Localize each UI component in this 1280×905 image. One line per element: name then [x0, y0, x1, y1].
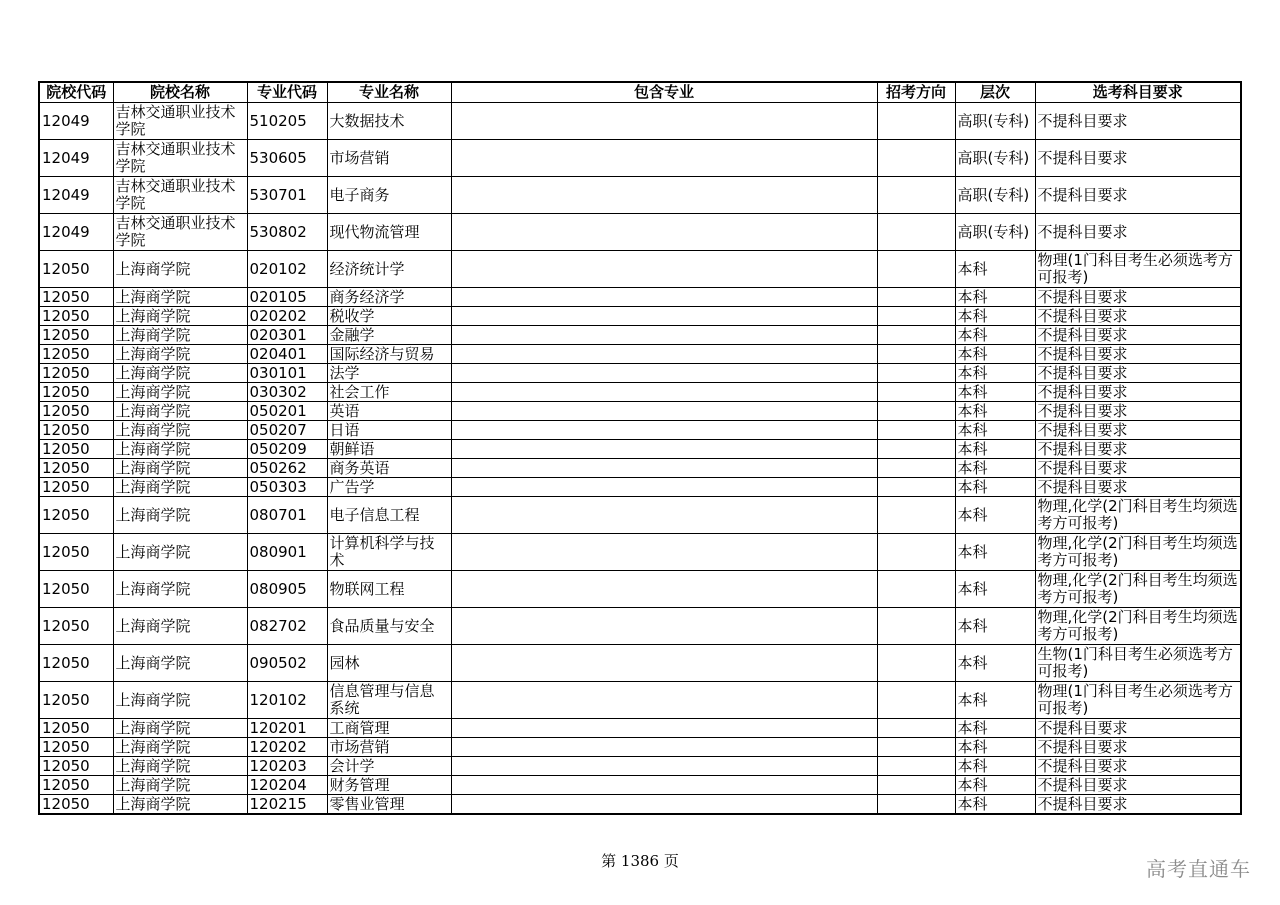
cell-level: 本科	[955, 645, 1035, 682]
cell-subject-requirement: 不提科目要求	[1035, 307, 1241, 326]
cell-school-name: 上海商学院	[113, 571, 247, 608]
cell-direction	[877, 345, 955, 364]
cell-major-code: 530701	[247, 177, 327, 214]
cell-subject-requirement: 不提科目要求	[1035, 103, 1241, 140]
cell-major-name: 现代物流管理	[327, 214, 451, 251]
table-row	[39, 571, 1241, 608]
cell-major-code: 020102	[247, 251, 327, 288]
cell-major-name: 会计学	[327, 757, 451, 776]
cell-level: 本科	[955, 440, 1035, 459]
cell-included-majors	[451, 103, 877, 140]
table-row	[39, 103, 1241, 140]
cell-included-majors	[451, 719, 877, 738]
cell-direction	[877, 307, 955, 326]
cell-major-code: 080901	[247, 534, 327, 571]
cell-direction	[877, 383, 955, 402]
cell-level: 本科	[955, 459, 1035, 478]
cell-school-name: 上海商学院	[113, 497, 247, 534]
cell-included-majors	[451, 177, 877, 214]
cell-school-code: 12049	[39, 140, 113, 177]
cell-school-name: 上海商学院	[113, 534, 247, 571]
cell-level: 本科	[955, 682, 1035, 719]
cell-included-majors	[451, 345, 877, 364]
table-row	[39, 645, 1241, 682]
cell-school-code: 12050	[39, 402, 113, 421]
table-row	[39, 497, 1241, 534]
header-school-name: 院校名称	[113, 82, 247, 103]
cell-school-name: 上海商学院	[113, 364, 247, 383]
cell-level: 本科	[955, 478, 1035, 497]
header-major-code: 专业代码	[247, 82, 327, 103]
cell-school-name: 上海商学院	[113, 795, 247, 815]
cell-major-code: 020105	[247, 288, 327, 307]
cell-major-name: 物联网工程	[327, 571, 451, 608]
cell-level: 本科	[955, 534, 1035, 571]
cell-major-name: 市场营销	[327, 738, 451, 757]
cell-included-majors	[451, 440, 877, 459]
cell-subject-requirement: 不提科目要求	[1035, 177, 1241, 214]
cell-included-majors	[451, 795, 877, 815]
cell-major-name: 电子信息工程	[327, 497, 451, 534]
cell-subject-requirement: 物理,化学(2门科目考生均须选考方可报考)	[1035, 608, 1241, 645]
cell-level: 本科	[955, 497, 1035, 534]
cell-major-code: 120204	[247, 776, 327, 795]
cell-included-majors	[451, 571, 877, 608]
cell-school-name: 上海商学院	[113, 776, 247, 795]
cell-level: 本科	[955, 571, 1035, 608]
cell-school-code: 12050	[39, 478, 113, 497]
cell-included-majors	[451, 251, 877, 288]
cell-school-name: 上海商学院	[113, 251, 247, 288]
cell-major-code: 050303	[247, 478, 327, 497]
cell-major-name: 法学	[327, 364, 451, 383]
cell-school-code: 12050	[39, 571, 113, 608]
cell-major-code: 050262	[247, 459, 327, 478]
header-included-majors: 包含专业	[451, 82, 877, 103]
table-row	[39, 383, 1241, 402]
cell-major-code: 030302	[247, 383, 327, 402]
cell-subject-requirement: 不提科目要求	[1035, 459, 1241, 478]
cell-direction	[877, 103, 955, 140]
cell-major-name: 日语	[327, 421, 451, 440]
cell-subject-requirement: 不提科目要求	[1035, 421, 1241, 440]
cell-school-name: 上海商学院	[113, 383, 247, 402]
cell-subject-requirement: 不提科目要求	[1035, 440, 1241, 459]
cell-subject-requirement: 物理(1门科目考生必须选考方可报考)	[1035, 251, 1241, 288]
cell-school-code: 12050	[39, 307, 113, 326]
cell-major-code: 030101	[247, 364, 327, 383]
cell-level: 本科	[955, 738, 1035, 757]
cell-school-code: 12050	[39, 288, 113, 307]
cell-major-code: 080701	[247, 497, 327, 534]
cell-included-majors	[451, 364, 877, 383]
cell-level: 本科	[955, 719, 1035, 738]
cell-school-name: 吉林交通职业技术学院	[113, 177, 247, 214]
cell-school-code: 12050	[39, 497, 113, 534]
table-row	[39, 326, 1241, 345]
cell-direction	[877, 140, 955, 177]
table-row	[39, 776, 1241, 795]
cell-level: 本科	[955, 421, 1035, 440]
cell-subject-requirement: 物理(1门科目考生必须选考方可报考)	[1035, 682, 1241, 719]
header-level: 层次	[955, 82, 1035, 103]
cell-school-code: 12050	[39, 719, 113, 738]
cell-direction	[877, 288, 955, 307]
cell-school-code: 12050	[39, 251, 113, 288]
cell-included-majors	[451, 288, 877, 307]
cell-major-name: 财务管理	[327, 776, 451, 795]
table-row	[39, 345, 1241, 364]
cell-major-name: 电子商务	[327, 177, 451, 214]
cell-school-name: 上海商学院	[113, 738, 247, 757]
cell-direction	[877, 421, 955, 440]
cell-level: 本科	[955, 383, 1035, 402]
cell-school-code: 12050	[39, 326, 113, 345]
cell-level: 高职(专科)	[955, 177, 1035, 214]
cell-level: 本科	[955, 326, 1035, 345]
cell-major-name: 朝鲜语	[327, 440, 451, 459]
cell-school-name: 上海商学院	[113, 478, 247, 497]
table-row	[39, 214, 1241, 251]
cell-level: 本科	[955, 364, 1035, 383]
cell-major-name: 社会工作	[327, 383, 451, 402]
cell-level: 本科	[955, 795, 1035, 815]
cell-major-name: 市场营销	[327, 140, 451, 177]
cell-subject-requirement: 不提科目要求	[1035, 140, 1241, 177]
cell-major-code: 020301	[247, 326, 327, 345]
cell-included-majors	[451, 608, 877, 645]
cell-subject-requirement: 不提科目要求	[1035, 776, 1241, 795]
cell-direction	[877, 497, 955, 534]
cell-subject-requirement: 不提科目要求	[1035, 214, 1241, 251]
cell-direction	[877, 571, 955, 608]
cell-direction	[877, 682, 955, 719]
table-row	[39, 177, 1241, 214]
cell-included-majors	[451, 326, 877, 345]
cell-direction	[877, 776, 955, 795]
cell-included-majors	[451, 682, 877, 719]
table-row	[39, 364, 1241, 383]
cell-included-majors	[451, 459, 877, 478]
header-school-code: 院校代码	[39, 82, 113, 103]
cell-major-name: 国际经济与贸易	[327, 345, 451, 364]
cell-subject-requirement: 不提科目要求	[1035, 795, 1241, 815]
table-row	[39, 288, 1241, 307]
cell-school-name: 上海商学院	[113, 682, 247, 719]
cell-school-code: 12050	[39, 795, 113, 815]
cell-school-code: 12050	[39, 776, 113, 795]
table-row	[39, 795, 1241, 815]
cell-level: 本科	[955, 251, 1035, 288]
cell-school-name: 上海商学院	[113, 402, 247, 421]
header-subject-requirement: 选考科目要求	[1035, 82, 1241, 103]
cell-direction	[877, 757, 955, 776]
cell-level: 本科	[955, 345, 1035, 364]
cell-major-code: 530605	[247, 140, 327, 177]
cell-direction	[877, 251, 955, 288]
cell-major-name: 英语	[327, 402, 451, 421]
cell-school-name: 吉林交通职业技术学院	[113, 103, 247, 140]
cell-level: 本科	[955, 288, 1035, 307]
cell-subject-requirement: 不提科目要求	[1035, 757, 1241, 776]
cell-major-name: 工商管理	[327, 719, 451, 738]
cell-level: 本科	[955, 402, 1035, 421]
table-row	[39, 738, 1241, 757]
cell-major-code: 050201	[247, 402, 327, 421]
cell-included-majors	[451, 214, 877, 251]
cell-included-majors	[451, 140, 877, 177]
cell-subject-requirement: 物理,化学(2门科目考生均须选考方可报考)	[1035, 534, 1241, 571]
cell-school-code: 12049	[39, 214, 113, 251]
cell-subject-requirement: 物理,化学(2门科目考生均须选考方可报考)	[1035, 571, 1241, 608]
cell-school-name: 上海商学院	[113, 288, 247, 307]
cell-major-name: 商务经济学	[327, 288, 451, 307]
cell-included-majors	[451, 478, 877, 497]
cell-level: 高职(专科)	[955, 140, 1035, 177]
cell-subject-requirement: 不提科目要求	[1035, 383, 1241, 402]
cell-major-name: 经济统计学	[327, 251, 451, 288]
cell-direction	[877, 795, 955, 815]
table-row	[39, 140, 1241, 177]
table-row	[39, 251, 1241, 288]
cell-major-code: 082702	[247, 608, 327, 645]
cell-major-name: 金融学	[327, 326, 451, 345]
table-row	[39, 421, 1241, 440]
cell-school-name: 上海商学院	[113, 326, 247, 345]
cell-school-code: 12050	[39, 459, 113, 478]
header-row	[39, 82, 1241, 103]
cell-major-code: 080905	[247, 571, 327, 608]
cell-level: 本科	[955, 608, 1035, 645]
header-direction: 招考方向	[877, 82, 955, 103]
cell-school-name: 上海商学院	[113, 459, 247, 478]
cell-direction	[877, 402, 955, 421]
cell-direction	[877, 364, 955, 383]
page-number: 第 1386 页	[601, 852, 679, 870]
cell-school-code: 12050	[39, 645, 113, 682]
cell-school-name: 上海商学院	[113, 645, 247, 682]
table-row	[39, 719, 1241, 738]
table-row	[39, 307, 1241, 326]
cell-school-name: 上海商学院	[113, 757, 247, 776]
cell-school-name: 上海商学院	[113, 719, 247, 738]
cell-major-name: 大数据技术	[327, 103, 451, 140]
table-row	[39, 682, 1241, 719]
cell-major-name: 食品质量与安全	[327, 608, 451, 645]
cell-major-name: 税收学	[327, 307, 451, 326]
table-row	[39, 757, 1241, 776]
cell-level: 本科	[955, 307, 1035, 326]
cell-subject-requirement: 不提科目要求	[1035, 345, 1241, 364]
cell-school-code: 12050	[39, 757, 113, 776]
table-row	[39, 478, 1241, 497]
cell-major-code: 510205	[247, 103, 327, 140]
cell-school-code: 12050	[39, 421, 113, 440]
cell-direction	[877, 440, 955, 459]
cell-major-name: 零售业管理	[327, 795, 451, 815]
cell-subject-requirement: 不提科目要求	[1035, 364, 1241, 383]
cell-school-code: 12050	[39, 534, 113, 571]
cell-subject-requirement: 不提科目要求	[1035, 719, 1241, 738]
watermark-logo: 高考直通车	[1146, 857, 1251, 881]
cell-included-majors	[451, 402, 877, 421]
cell-school-name: 上海商学院	[113, 608, 247, 645]
cell-subject-requirement: 不提科目要求	[1035, 478, 1241, 497]
cell-level: 本科	[955, 776, 1035, 795]
cell-school-code: 12049	[39, 103, 113, 140]
cell-major-name: 广告学	[327, 478, 451, 497]
cell-direction	[877, 645, 955, 682]
cell-direction	[877, 459, 955, 478]
cell-subject-requirement: 生物(1门科目考生必须选考方可报考)	[1035, 645, 1241, 682]
cell-major-code: 120202	[247, 738, 327, 757]
cell-subject-requirement: 不提科目要求	[1035, 288, 1241, 307]
cell-included-majors	[451, 497, 877, 534]
cell-school-name: 上海商学院	[113, 440, 247, 459]
admission-table	[38, 81, 1242, 815]
cell-subject-requirement: 不提科目要求	[1035, 738, 1241, 757]
cell-direction	[877, 214, 955, 251]
table-row	[39, 459, 1241, 478]
cell-school-code: 12050	[39, 345, 113, 364]
table-row	[39, 440, 1241, 459]
cell-major-code: 090502	[247, 645, 327, 682]
cell-school-code: 12050	[39, 608, 113, 645]
cell-major-name: 园林	[327, 645, 451, 682]
cell-subject-requirement: 物理,化学(2门科目考生均须选考方可报考)	[1035, 497, 1241, 534]
cell-major-code: 020202	[247, 307, 327, 326]
table-row	[39, 534, 1241, 571]
cell-major-code: 120215	[247, 795, 327, 815]
cell-major-code: 120201	[247, 719, 327, 738]
cell-subject-requirement: 不提科目要求	[1035, 402, 1241, 421]
cell-included-majors	[451, 776, 877, 795]
cell-included-majors	[451, 645, 877, 682]
cell-school-code: 12049	[39, 177, 113, 214]
cell-school-name: 上海商学院	[113, 345, 247, 364]
cell-major-code: 050209	[247, 440, 327, 459]
cell-school-code: 12050	[39, 738, 113, 757]
cell-level: 高职(专科)	[955, 103, 1035, 140]
cell-included-majors	[451, 534, 877, 571]
cell-direction	[877, 738, 955, 757]
cell-direction	[877, 608, 955, 645]
cell-included-majors	[451, 757, 877, 776]
cell-major-name: 商务英语	[327, 459, 451, 478]
cell-school-name: 吉林交通职业技术学院	[113, 214, 247, 251]
table-row	[39, 402, 1241, 421]
cell-school-code: 12050	[39, 364, 113, 383]
cell-subject-requirement: 不提科目要求	[1035, 326, 1241, 345]
cell-school-code: 12050	[39, 682, 113, 719]
cell-level: 本科	[955, 757, 1035, 776]
cell-direction	[877, 719, 955, 738]
cell-school-name: 上海商学院	[113, 421, 247, 440]
cell-included-majors	[451, 738, 877, 757]
cell-major-name: 信息管理与信息系统	[327, 682, 451, 719]
cell-school-code: 12050	[39, 383, 113, 402]
cell-major-code: 120203	[247, 757, 327, 776]
cell-direction	[877, 177, 955, 214]
cell-school-name: 吉林交通职业技术学院	[113, 140, 247, 177]
cell-direction	[877, 478, 955, 497]
header-major-name: 专业名称	[327, 82, 451, 103]
cell-included-majors	[451, 383, 877, 402]
cell-level: 高职(专科)	[955, 214, 1035, 251]
table-row	[39, 608, 1241, 645]
cell-direction	[877, 534, 955, 571]
cell-major-code: 020401	[247, 345, 327, 364]
cell-major-code: 050207	[247, 421, 327, 440]
cell-school-name: 上海商学院	[113, 307, 247, 326]
cell-major-code: 120102	[247, 682, 327, 719]
cell-school-code: 12050	[39, 440, 113, 459]
cell-included-majors	[451, 307, 877, 326]
cell-included-majors	[451, 421, 877, 440]
cell-major-code: 530802	[247, 214, 327, 251]
cell-direction	[877, 326, 955, 345]
cell-major-name: 计算机科学与技术	[327, 534, 451, 571]
